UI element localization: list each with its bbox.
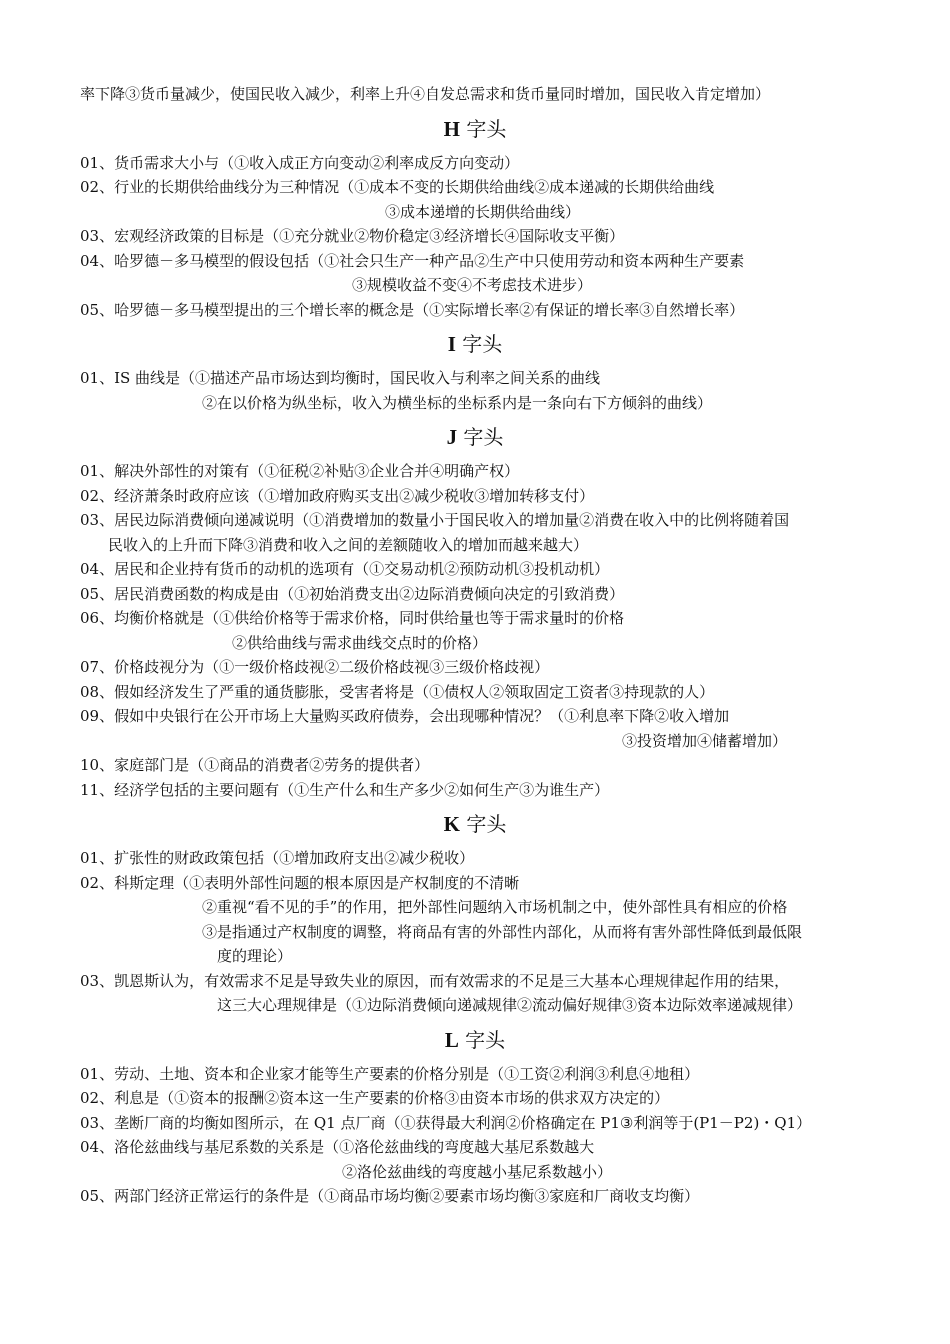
section-heading [80, 107, 870, 151]
item-text: 03、凯恩斯认为，有效需求不足是导致失业的原因，而有效需求的不足是三大基本心理规律起作用的结果， [80, 971, 790, 990]
list-item [80, 1086, 870, 1111]
section-letter: J [446, 425, 458, 449]
section-heading [80, 415, 870, 459]
list-item [80, 969, 870, 1018]
item-continuation: ③投资增加④储蓄增加） [622, 731, 788, 750]
list-item [80, 484, 870, 509]
list-item [80, 1111, 870, 1136]
section-heading [80, 802, 870, 846]
item-text: 10、家庭部门是（①商品的消费者②劳务的提供者） [80, 756, 430, 774]
item-continuation: ③成本递增的长期供给曲线） [385, 202, 581, 221]
list-item [80, 704, 870, 753]
section-letter: L [444, 1027, 459, 1052]
sections-container [80, 107, 870, 1209]
item-text: 01、扩张性的财政政策包括（①增加政府支出②减少税收） [80, 849, 475, 867]
item-text: 02、科斯定理（①表明外部性问题的根本原因是产权制度的不清晰 [80, 873, 520, 892]
item-text: 09、假如中央银行在公开市场上大量购买政府债券，会出现哪种情况？（①利息率下降②收入增加 [80, 707, 730, 725]
item-text: 04、哈罗德－多马模型的假设包括（①社会只生产一种产品②生产中只使用劳动和资本两种生产要素 [80, 251, 745, 270]
list-item [80, 680, 870, 705]
item-text: 03、宏观经济政策的目标是（①充分就业②物价稳定③经济增长④国际收支平衡） [80, 227, 625, 245]
list-item [80, 175, 870, 224]
item-text: 06、均衡价格就是（①供给价格等于需求价格，同时供给量也等于需求量时的价格 [80, 609, 625, 627]
intro-line: 率下降③货币量减少，使国民收入减少，利率上升④自发总需求和货币量同时增加，国民收入肯定增加） [80, 85, 771, 103]
item-continuation: ②重视“看不见的手”的作用，把外部性问题纳入市场机制之中，使外部性具有相应的价格 [202, 898, 788, 916]
list-item [80, 871, 870, 969]
item-text: 03、垄断厂商的均衡如图所示，在 Q1 点厂商（①获得最大利润②价格确定在 P1③利润等于(P1－P2)・Q1） [80, 1113, 812, 1132]
list-item [80, 655, 870, 680]
item-text: 08、假如经济发生了严重的通货膨胀，受害者将是（①债权人②领取固定工资者③持现款的人） [80, 682, 715, 701]
section-suffix: 字头 [459, 116, 507, 141]
list-item [80, 298, 870, 323]
item-continuation: ③是指通过产权制度的调整，将商品有害的外部性内部化，从而将有害外部性降低到最低限 [202, 922, 803, 941]
item-continuation: ③规模收益不变④不考虑技术进步） [352, 276, 593, 294]
section-suffix: 字头 [458, 1027, 506, 1052]
section-heading [80, 1018, 870, 1062]
item-text: 03、居民边际消费倾向递减说明（①消费增加的数量小于国民收入的增加量②消费在收入中的比例将随着国 [80, 511, 790, 529]
list-item [80, 1135, 870, 1184]
item-continuation: 这三大心理规律是（①边际消费倾向递减规律②流动偏好规律③资本边际效率递减规律） [217, 996, 803, 1014]
list-item [80, 151, 870, 176]
item-continuation: ②洛伦兹曲线的弯度越小基尼系数越小） [342, 1162, 613, 1181]
item-continuation: ②在以价格为纵坐标，收入为横坐标的坐标系内是一条向右下方倾斜的曲线） [202, 393, 713, 412]
list-item [80, 508, 870, 557]
list-item [80, 778, 870, 803]
list-item [80, 557, 870, 582]
item-text: 02、经济萧条时政府应该（①增加政府购买支出②减少税收③增加转移支付） [80, 486, 595, 505]
item-text: 02、行业的长期供给曲线分为三种情况（①成本不变的长期供给曲线②成本递减的长期供给曲线 [80, 178, 715, 196]
item-text: 05、两部门经济正常运行的条件是（①商品市场均衡②要素市场均衡③家庭和厂商收支均衡） [80, 1187, 700, 1205]
item-text: 05、哈罗德－多马模型提出的三个增长率的概念是（①实际增长率②有保证的增长率③自然增长率） [80, 300, 745, 319]
section-suffix: 字头 [455, 332, 503, 356]
item-text: 07、价格歧视分为（①一级价格歧视②二级价格歧视③三级价格歧视） [80, 658, 550, 676]
section-letter: I [447, 332, 456, 356]
section-heading [80, 322, 870, 366]
item-text: 02、利息是（①资本的报酬②资本这一生产要素的价格③由资本市场的供求双方决定的） [80, 1089, 670, 1107]
item-text: 01、劳动、土地、资本和企业家才能等生产要素的价格分别是（①工资②利润③利息④地租） [80, 1064, 700, 1083]
list-item [80, 249, 870, 298]
list-item [80, 753, 870, 778]
section-letter: K [443, 812, 460, 836]
list-item [80, 224, 870, 249]
item-text: 04、居民和企业持有货币的动机的选项有（①交易动机②预防动机③投机动机） [80, 560, 610, 578]
list-item [80, 606, 870, 655]
section-suffix: 字头 [457, 425, 504, 449]
item-text: 01、货币需求大小与（①收入成正方向变动②利率成反方向变动） [80, 153, 520, 172]
list-item [80, 366, 870, 415]
item-continuation: 民收入的上升而下降③消费和收入之间的差额随收入的增加而越来越大） [108, 535, 589, 554]
item-text: 04、洛伦兹曲线与基尼系数的关系是（①洛伦兹曲线的弯度越大基尼系数越大 [80, 1138, 595, 1156]
item-text: 01、IS 曲线是（①描述产品市场达到均衡时，国民收入与利率之间关系的曲线 [80, 369, 601, 387]
list-item [80, 1062, 870, 1087]
list-item [80, 459, 870, 484]
item-continuation: 度的理论） [217, 947, 293, 965]
section-suffix: 字头 [459, 812, 507, 836]
item-continuation: ②供给曲线与需求曲线交点时的价格） [232, 633, 488, 652]
item-text: 01、解决外部性的对策有（①征税②补贴③企业合并④明确产权） [80, 462, 520, 480]
item-text: 05、居民消费函数的构成是由（①初始消费支出②边际消费倾向决定的引致消费） [80, 584, 625, 603]
list-item [80, 846, 870, 871]
list-item [80, 582, 870, 607]
section-letter: H [443, 116, 460, 141]
list-item [80, 1184, 870, 1209]
item-text: 11、经济学包括的主要问题有（①生产什么和生产多少②如何生产③为谁生产） [80, 780, 610, 799]
